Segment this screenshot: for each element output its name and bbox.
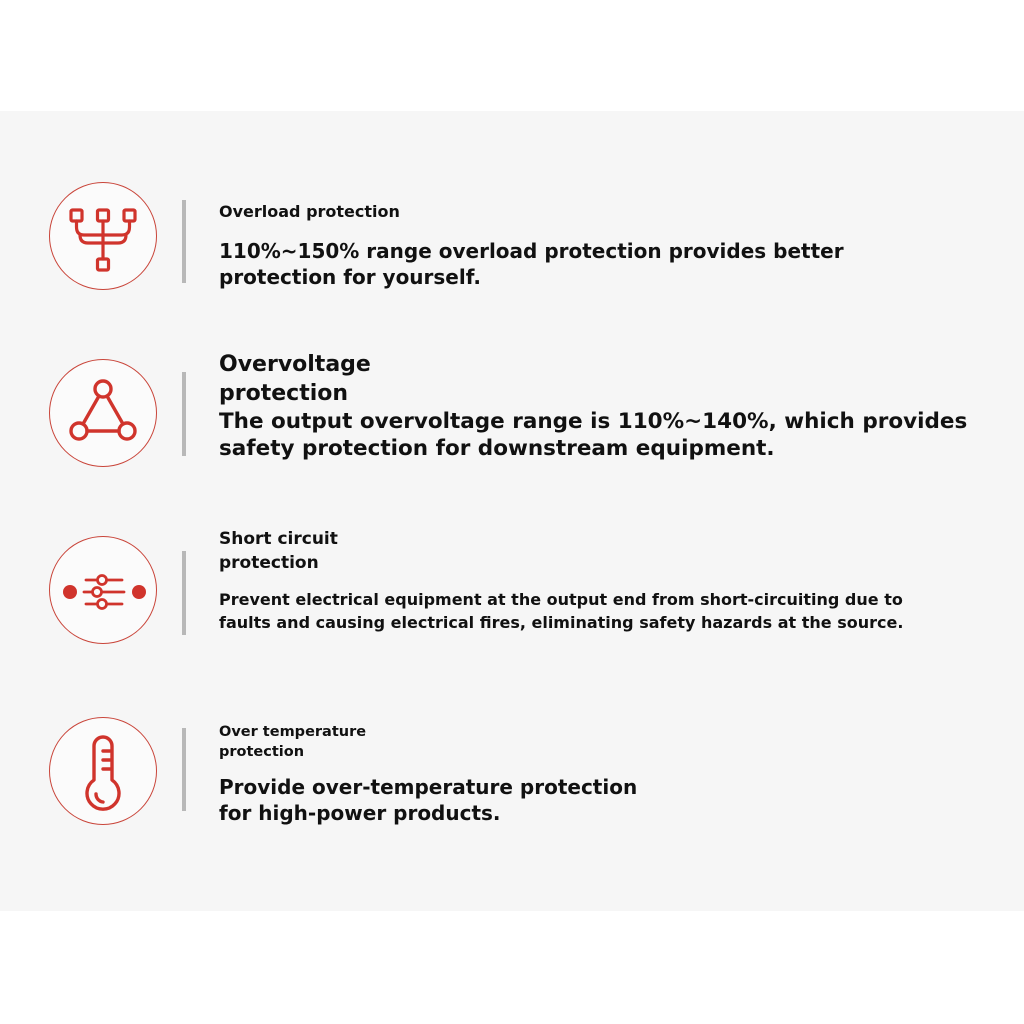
description-line: 110%~150% range overload protection provides better	[219, 239, 844, 263]
feature-description	[219, 408, 979, 462]
title-line: protection	[219, 381, 349, 406]
description-line: faults and causing electrical fires, eliminating safety hazards at the source.	[219, 613, 904, 632]
description-line: protection for yourself.	[219, 265, 481, 289]
title-line: Short circuit	[219, 529, 338, 549]
feature-description	[219, 774, 979, 826]
title-line: protection	[219, 744, 305, 760]
feature-title	[219, 350, 979, 408]
divider	[182, 200, 186, 283]
feature-text	[219, 202, 979, 290]
feature-text	[219, 527, 979, 634]
divider	[182, 551, 186, 635]
thermometer-icon	[50, 718, 155, 823]
divider	[182, 372, 186, 456]
features-panel	[0, 111, 1024, 911]
title-line: protection	[219, 553, 319, 573]
description-line: safety protection for downstream equipment.	[219, 436, 775, 461]
feature-text	[219, 722, 979, 826]
feature-title: Overload protection	[219, 202, 400, 221]
description-line: for high-power products.	[219, 801, 501, 825]
overvoltage-icon-circle	[49, 359, 157, 467]
over-temperature-icon-circle	[49, 717, 157, 825]
feature-description	[219, 588, 979, 634]
short-circuit-icon	[50, 537, 155, 642]
feature-title	[219, 527, 979, 575]
feature-description	[219, 238, 979, 290]
short-circuit-icon-circle	[49, 536, 157, 644]
branch-network-icon	[50, 183, 155, 288]
triangle-nodes-icon	[50, 360, 155, 465]
title-line: Overvoltage	[219, 352, 371, 377]
overload-icon-circle	[49, 182, 157, 290]
description-line: The output overvoltage range is 110%~140%, which provides	[219, 409, 968, 434]
divider	[182, 728, 186, 811]
description-line: Prevent electrical equipment at the output end from short-circuiting due to	[219, 590, 903, 609]
feature-title	[219, 722, 979, 762]
title-line: Over temperature	[219, 724, 367, 740]
description-line: Provide over-temperature protection	[219, 775, 638, 799]
feature-text	[219, 350, 979, 462]
